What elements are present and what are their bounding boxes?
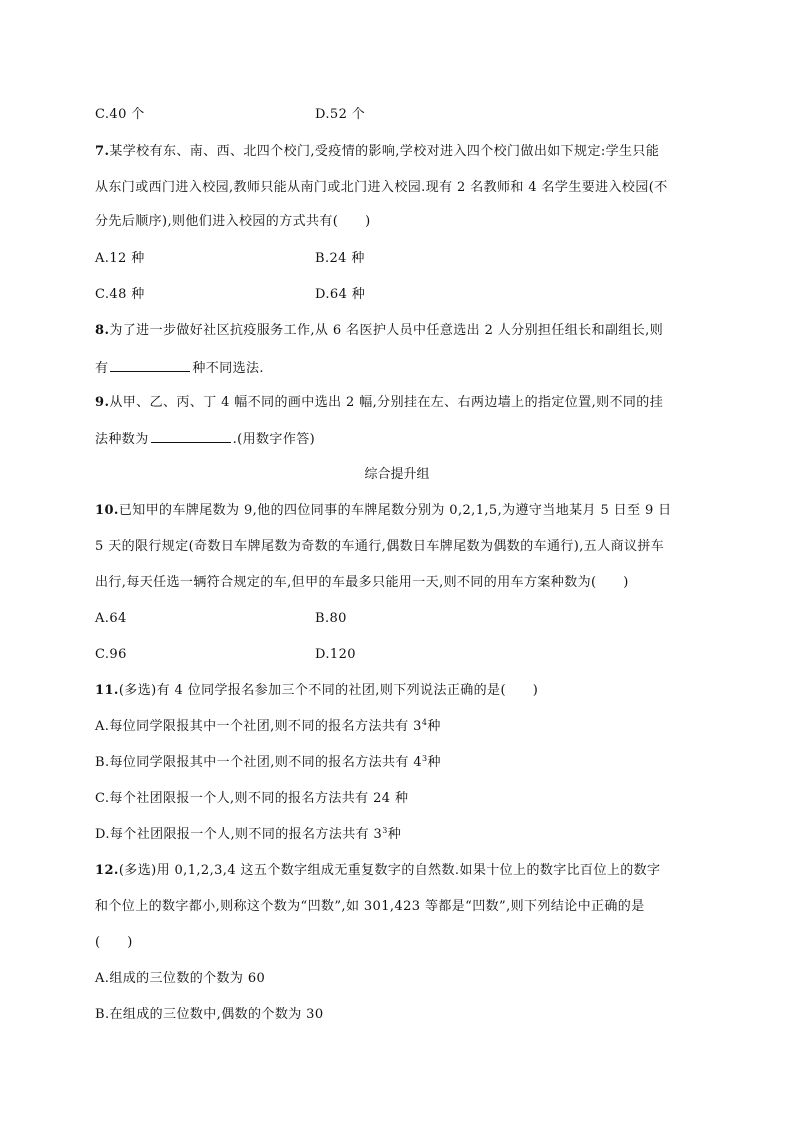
q12-text-line1: (多选)用 0,1,2,3,4 这五个数字组成无重复数字的自然数.如果十位上的数字比百位上的数字 bbox=[118, 863, 661, 878]
q8-text-line2-start: 有 bbox=[95, 361, 109, 376]
q11-text-line1: (多选)有 4 位同学报名参加三个不同的社团,则下列说法正确的是( ) bbox=[118, 683, 539, 698]
q11-option-d-exponent: 3 bbox=[382, 826, 388, 835]
q11-option-b-unit: 种 bbox=[427, 755, 441, 770]
q10-text-line3: 出行,每天任选一辆符合规定的车,但甲的车最多只能用一天,则不同的用车方案种数为( ) bbox=[95, 575, 629, 590]
q10-option-a: A.64 bbox=[95, 611, 127, 626]
section-title: 综合提升组 bbox=[364, 467, 430, 482]
q6-option-d: D.52 个 bbox=[315, 107, 366, 122]
q7-option-b: B.24 种 bbox=[315, 251, 365, 266]
q10-option-d: D.120 bbox=[315, 647, 356, 662]
q7-text-line2: 从东门或西门进入校园,教师只能从南门或北门进入校园.现有 2 名教师和 4 名学生要进入校园(不 bbox=[95, 180, 668, 195]
q11-option-a bbox=[95, 719, 441, 735]
q8-number: 8. bbox=[95, 323, 110, 338]
q9-text-line1: 从甲、乙、丙、丁 4 幅不同的画中选出 2 幅,分别挂在左、右两边墙上的指定位置,则不同的挂 bbox=[109, 395, 664, 410]
q7-number: 7. bbox=[95, 144, 110, 159]
q11-option-c: C.每个社团限报一个人,则不同的报名方法共有 24 种 bbox=[95, 791, 409, 806]
q10-text-line2: 5 天的限行规定(奇数日车牌尾数为奇数的车通行,偶数日车牌尾数为偶数的车通行),五人商议拼车 bbox=[95, 539, 665, 554]
q9-text-line2-end: .(用数字作答) bbox=[232, 432, 316, 447]
q11-number: 11. bbox=[95, 683, 119, 698]
q12-number: 12. bbox=[95, 863, 119, 878]
q7-text-line1: 某学校有东、南、西、北四个校门,受疫情的影响,学校对进入四个校门做出如下规定:学生只能 bbox=[109, 144, 660, 159]
q11-option-d-text: D.每个社团限报一个人,则不同的报名方法共有 3 bbox=[95, 827, 383, 842]
q12-text-line3: ( ) bbox=[95, 935, 133, 950]
q7-option-d: D.64 种 bbox=[315, 287, 366, 302]
q12-option-b: B.在组成的三位数中,偶数的个数为 30 bbox=[95, 1007, 324, 1022]
q7-option-a: A.12 种 bbox=[95, 251, 145, 266]
q8-answer-blank bbox=[110, 359, 190, 372]
q9-answer-blank bbox=[151, 430, 231, 443]
q11-option-a-unit: 种 bbox=[427, 719, 441, 734]
q11-option-b bbox=[95, 755, 441, 771]
q11-option-d-unit: 种 bbox=[387, 827, 402, 842]
q9-text-line2-start: 法种数为 bbox=[95, 432, 149, 447]
q11-option-d bbox=[95, 827, 401, 843]
q11-option-b-exponent: 3 bbox=[422, 754, 428, 763]
q8-text-line1: 为了进一步做好社区抗疫服务工作,从 6 名医护人员中任意选出 2 人分别担任组长和副组长,则 bbox=[109, 323, 664, 338]
q12-text-line2: 和个位上的数字都小,则称这个数为“凹数”,如 301,423 等都是“凹数”,则下列结论中正确的是 bbox=[95, 899, 645, 914]
q11-option-a-exponent: 4 bbox=[421, 718, 428, 727]
q8-text-line2-end: 种不同选法. bbox=[192, 361, 264, 376]
q11-option-b-text: B.每位同学限报其中一个社团,则不同的报名方法共有 4 bbox=[95, 755, 423, 770]
q7-option-c: C.48 种 bbox=[95, 287, 145, 302]
q6-option-c: C.40 个 bbox=[95, 107, 145, 122]
q10-text-line1: 已知甲的车牌尾数为 9,他的四位同事的车牌尾数分别为 0,2,1,5,为遵守当地某月 5 日至 9 日 bbox=[118, 503, 672, 518]
q10-number: 10. bbox=[95, 503, 119, 518]
q7-text-line3: 分先后顺序),则他们进入校园的方式共有( ) bbox=[95, 214, 371, 229]
q10-option-c: C.96 bbox=[95, 647, 127, 662]
q9-number: 9. bbox=[95, 395, 110, 410]
q12-option-a: A.组成的三位数的个数为 60 bbox=[95, 971, 266, 986]
q11-option-a-text: A.每位同学限报其中一个社团,则不同的报名方法共有 3 bbox=[95, 719, 422, 734]
q10-option-b: B.80 bbox=[315, 611, 347, 626]
